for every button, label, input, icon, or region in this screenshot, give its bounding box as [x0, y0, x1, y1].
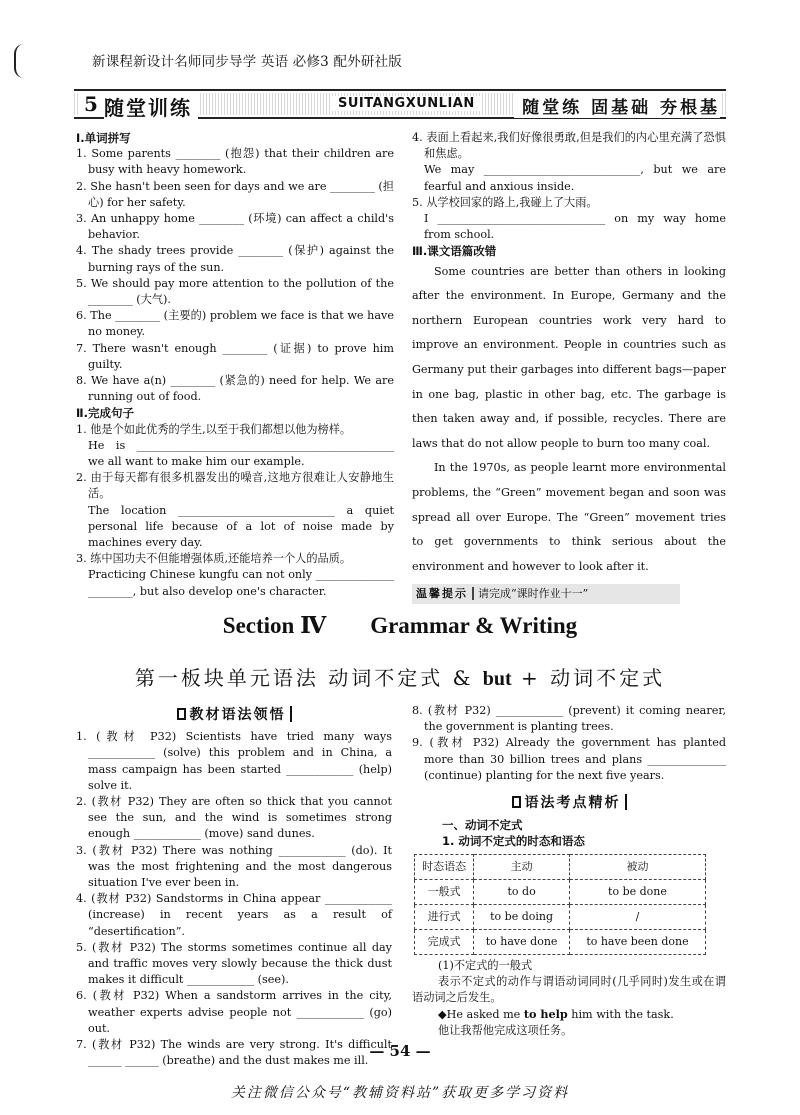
grammar-title-pre: 第一板块单元语法 动词不定式 &	[134, 666, 483, 690]
section-number: Section Ⅳ	[222, 613, 327, 638]
list-item: 6. (教材 P32) When a sandstorm arrives in the city, weather experts advise people not ____________ (go) out.	[76, 989, 392, 1035]
infinitive-table	[414, 854, 706, 955]
table-cell: 完成式	[415, 929, 474, 954]
list-item-en: Practicing Chinese kungfu can not only ______________ ________, but also develop one's character.	[88, 568, 394, 598]
passage-paragraph: In the 1970s, as people learnt more environmental problems, the “Green” movement began and soon was spread all over Europe. The “Green” movement tries to get governments to think serious about the environment and however to look after it.	[412, 461, 726, 573]
list-item: 7. (教材 P32) The winds are very strong. It's difficult ______ ______ (breathe) and the dust makes me ill.	[76, 1038, 392, 1068]
table-cell: to have been done	[569, 929, 705, 954]
list-item: 5. We should pay more attention to the pollution of the ________ (大气).	[76, 276, 394, 307]
table-cell: /	[569, 904, 705, 929]
table-cell: to do	[474, 879, 570, 904]
section-banner	[74, 89, 726, 119]
list-item: 9. (教材 P32) Already the government has planted more than 30 billion trees and plans ______________ (continue) planting for the next five years.	[412, 736, 726, 782]
example-bold: to help	[523, 1007, 568, 1022]
points-heading-text: 语法考点精析	[524, 795, 621, 812]
reminder-tag: 温馨提示	[416, 587, 474, 600]
part3-heading: Ⅲ.课文语篇改错	[412, 244, 497, 259]
textbook-heading-text: 教材语法领悟	[189, 707, 286, 723]
list-item-cn: 5. 从学校回家的路上,我碰上了大雨。	[412, 195, 598, 209]
list-item-en: He is ______________________________________________ we all want to make him our example.	[88, 438, 394, 469]
list-item: 8. (教材 P32) ____________ (prevent) it coming nearer, the government is planting trees.	[412, 704, 726, 734]
passage-paragraph: Some countries are better than others in looking after the environment. In Europe, Germany and the northern European countries work very hard to improve an environment. People in countries such as Germany put their garbages into different bags—paper in one bag, plastic in other bag, etc. The garbage is then taken away and, if possible, recycles. There are laws that do not allow people to burn too many coal.	[412, 264, 726, 450]
bookmark-icon	[177, 708, 186, 720]
list-item: 7. There wasn't enough ________ (证据) to prove him guilty.	[76, 341, 394, 371]
textbook-heading	[76, 706, 392, 723]
points-h3: (1)不定式的一般式	[438, 958, 533, 972]
list-item: 2. She hasn't been seen for days and we are ________ (担心) for her safety.	[76, 179, 394, 209]
list-item-cn: 4. 表面上看起来,我们好像很勇敢,但是我们的内心里充满了恐惧和焦虑。	[412, 131, 726, 161]
banner-pinyin: SUITANGXUNLIAN	[332, 96, 481, 111]
list-item-en: The location ____________________________ a quiet personal life because of a lot of noise made by machines every day.	[88, 503, 394, 550]
grammar-title-post: + 动词不定式	[511, 666, 666, 690]
part2-heading: Ⅱ.完成句子	[76, 406, 134, 421]
list-item: 6. The ________ (主要的) problem we face is that we have no money.	[76, 309, 394, 339]
heading-bar	[290, 706, 292, 722]
right-column-exercises	[412, 130, 726, 604]
points-desc: 表示不定式的动作与谓语动词同时(几乎同时)发生或在谓语动词之后发生。	[412, 974, 726, 1005]
list-item-cn: 2. 由于每天都有很多机器发出的噪音,这地方很难让人安静地生活。	[76, 471, 394, 501]
textbook-grammar-column	[76, 706, 392, 1069]
list-item: 3. An unhappy home ________ (环境) can affect a child's behavior.	[76, 212, 394, 242]
table-cell: to have done	[474, 929, 570, 954]
grammar-title-but: but	[482, 668, 512, 690]
grammar-title	[0, 662, 800, 691]
table-header-cell: 被动	[569, 854, 705, 879]
section-title	[0, 612, 800, 639]
list-item: 4. The shady trees provide ________ (保护) against the burning rays of the sun.	[76, 244, 394, 274]
left-column-exercises	[76, 130, 394, 600]
list-item-cn: 3. 练中国功夫不但能增强体质,还能培养一个人的品质。	[76, 552, 352, 566]
part1-heading: Ⅰ.单词拼写	[76, 131, 131, 145]
example-post: him with the task.	[567, 1008, 674, 1022]
reminder-text: 请完成“课时作业十一”	[478, 587, 589, 601]
header-bracket	[14, 44, 26, 78]
table-cell: 进行式	[415, 904, 474, 929]
running-header: 新课程新设计名师同步导学 英语 必修3 配外研社版	[92, 54, 402, 70]
banner-number: 5	[80, 92, 102, 116]
table-cell: 一般式	[415, 879, 474, 904]
reminder-box	[412, 584, 680, 604]
table-cell: to be done	[569, 879, 705, 904]
table-header-cell: 主动	[474, 854, 570, 879]
points-h1: 一、动词不定式	[442, 818, 523, 833]
points-h2: 1. 动词不定式的时态和语态	[442, 834, 585, 849]
points-heading	[412, 794, 726, 811]
grammar-points-column	[412, 703, 726, 1040]
list-item: 3. (教材 P32) There was nothing ____________ (do). It was the most frightening and the most dangerous situation I've ever been in.	[76, 843, 392, 890]
list-item: 1. Some parents ________ (抱怨) that their children are busy with heavy homework.	[76, 147, 394, 177]
table-header-cell: 时态语态	[415, 854, 474, 879]
banner-slogan: 随堂练 固基础 夯根基	[514, 93, 720, 118]
list-item: 1. (教材 P32) Scientists have tried many ways ____________ (solve) this problem and in China, a mass campaign has been started ____________ (help) solve it.	[76, 730, 392, 792]
bookmark-icon	[512, 796, 521, 808]
banner-title: 随堂训练	[104, 92, 198, 121]
heading-bar	[625, 794, 627, 810]
table-cell: to be doing	[474, 904, 570, 929]
section-name: Grammar & Writing	[370, 613, 578, 638]
list-item-en: We may ____________________________, but we are fearful and anxious inside.	[424, 163, 726, 193]
list-item-en: I ______________________________ on my way home from school.	[424, 212, 726, 242]
example-sentence	[412, 1006, 726, 1023]
list-item-cn: 1. 他是个如此优秀的学生,以至于我们都想以他为榜样。	[76, 422, 352, 436]
list-item: 5. (教材 P32) The storms sometimes continue all day and traffic moves very slowly because the thick dust makes it difficult ____________ (see).	[76, 940, 392, 987]
page-number: — 54 —	[369, 1042, 431, 1060]
example-pre: ◆He asked me	[438, 1008, 524, 1022]
example-translation: 他让我帮他完成这项任务。	[438, 1024, 573, 1038]
list-item: 8. We have a(n) ________ (紧急的) need for help. We are running out of food.	[76, 374, 394, 404]
footer-note: 关注微信公众号“教辅资料站”获取更多学习资料	[230, 1085, 570, 1101]
list-item: 2. (教材 P32) They are often so thick that you cannot see the sun, and the wind is sometimes strong enough ____________ (move) sand dunes.	[76, 795, 392, 841]
list-item: 4. (教材 P32) Sandstorms in China appear ____________ (increase) in recent years as a result of “desertification”.	[76, 892, 392, 938]
